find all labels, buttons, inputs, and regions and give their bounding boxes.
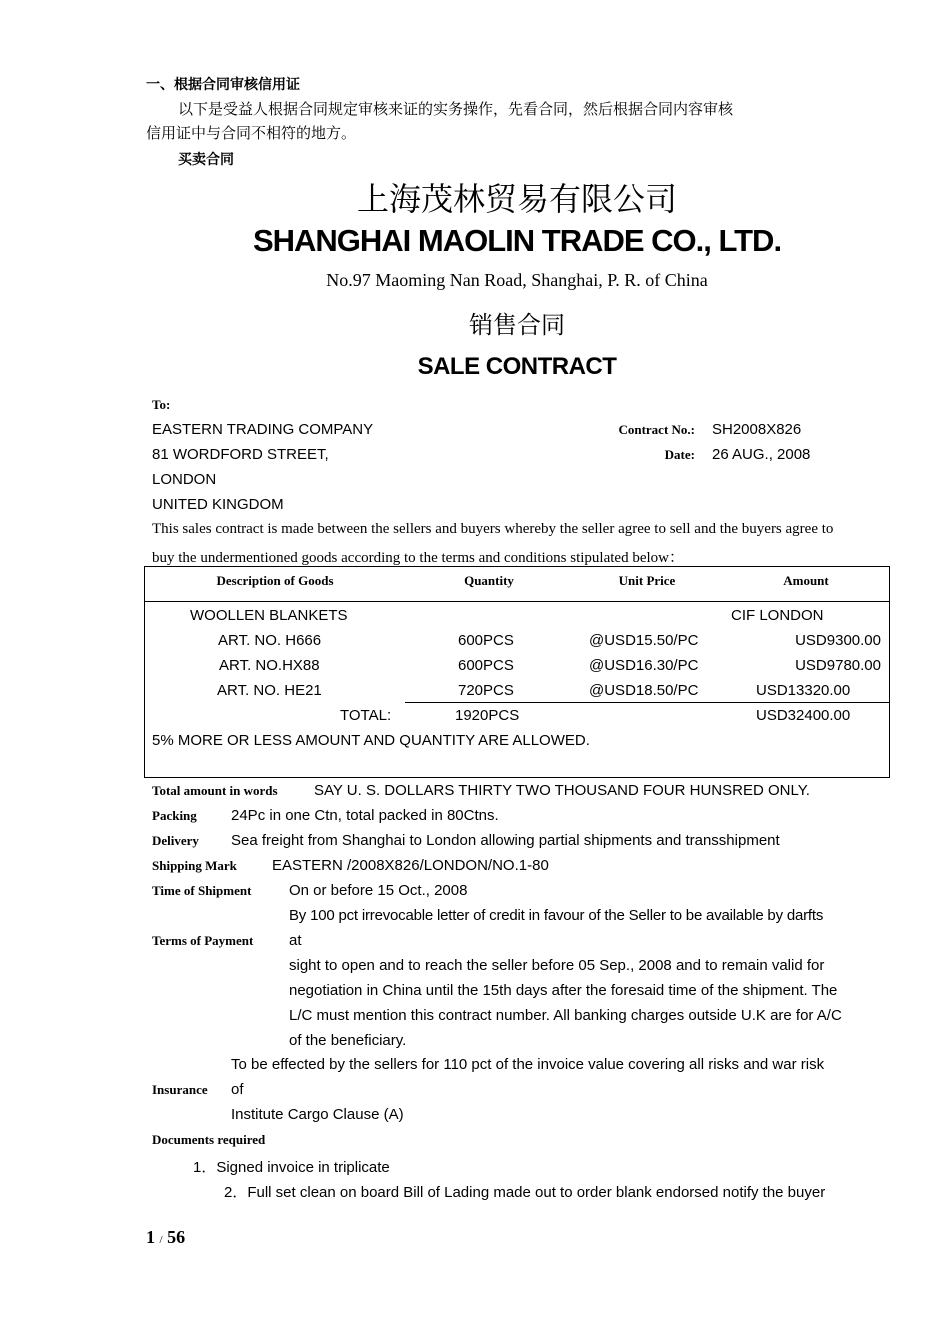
payment-line: of the beneficiary. <box>289 1032 407 1049</box>
insurance-line: To be effected by the sellers for 110 pct of the invoice value covering all risks and war risk <box>231 1056 825 1073</box>
col-header-unit-price: Unit Price <box>618 573 676 588</box>
page-total: 56 <box>167 1227 186 1247</box>
delivery-label: Delivery <box>152 833 199 848</box>
row-art: ART. NO. HE21 <box>217 682 322 699</box>
row-price: @USD18.50/PC <box>589 682 699 699</box>
insurance-line: Institute Cargo Clause (A) <box>231 1106 404 1123</box>
payment-line: negotiation in China until the 15th days after the foresaid time of the shipment. The <box>289 982 838 999</box>
page-current: 1 <box>146 1227 155 1247</box>
shipping-mark-label: Shipping Mark <box>152 858 237 873</box>
row-price: @USD15.50/PC <box>589 632 699 649</box>
payment-label: Terms of Payment <box>152 933 254 948</box>
intro-paragraph-line1: 以下是受益人根据合同规定审核来证的实务操作，先看合同，然后根据合同内容审核 <box>178 102 734 118</box>
payment-line: L/C must mention this contract number. All banking charges outside U.K are for A/C <box>289 1007 842 1024</box>
row-price: @USD16.30/PC <box>589 657 699 674</box>
contract-title-en: SALE CONTRACT <box>417 353 617 380</box>
insurance-line: of <box>231 1081 244 1098</box>
intro-heading: 一、根据合同审核信用证 <box>146 77 300 93</box>
company-name-cn: 上海茂林贸易有限公司 <box>356 180 677 218</box>
buyer-line: LONDON <box>152 471 217 488</box>
tolerance-note: 5% MORE OR LESS AMOUNT AND QUANTITY ARE ALLOWED. <box>152 732 590 749</box>
col-header-quantity: Quantity <box>464 573 514 588</box>
row-amount: USD9780.00 <box>795 657 881 674</box>
contract-no-label: Contract No.: <box>618 422 695 437</box>
document-item: 1．Signed invoice in triplicate <box>193 1159 390 1176</box>
payment-line: By 100 pct irrevocable letter of credit in favour of the Seller to be available by darfts <box>289 907 824 924</box>
packing-value: 24Pc in one Ctn, total packed in 80Ctns. <box>231 807 499 824</box>
date-value: 26 AUG., 2008 <box>712 446 811 463</box>
col-header-description: Description of Goods <box>216 573 334 588</box>
col-header-amount: Amount <box>783 573 829 588</box>
to-label: To: <box>152 397 171 412</box>
product-name: WOOLLEN BLANKETS <box>190 607 348 624</box>
row-art: ART. NO.HX88 <box>219 657 320 674</box>
time-of-shipment-value: On or before 15 Oct., 2008 <box>289 882 468 899</box>
intro-subheading: 买卖合同 <box>178 152 234 168</box>
total-quantity: 1920PCS <box>455 707 520 724</box>
total-amount: USD32400.00 <box>756 707 851 724</box>
company-address: No.97 Maoming Nan Road, Shanghai, P. R. of China <box>326 270 708 290</box>
table-header-divider <box>144 601 890 602</box>
row-qty: 600PCS <box>458 632 514 649</box>
page-separator: / <box>159 1234 163 1246</box>
row-qty: 720PCS <box>458 682 514 699</box>
document-item: 2．Full set clean on board Bill of Lading made out to order blank endorsed notify the buyer <box>224 1184 826 1201</box>
intro-paragraph-line2: 信用证中与合同不相符的地方。 <box>146 126 357 142</box>
company-name-en: SHANGHAI MAOLIN TRADE CO., LTD. <box>252 223 782 258</box>
row-amount: USD13320.00 <box>756 682 851 699</box>
row-qty: 600PCS <box>458 657 514 674</box>
row-amount: USD9300.00 <box>795 632 881 649</box>
insurance-label: Insurance <box>152 1082 208 1097</box>
payment-line: at <box>289 932 302 949</box>
time-of-shipment-label: Time of Shipment <box>152 883 252 898</box>
preamble-line2: buy the undermentioned goods according to the terms and conditions stipulated below： <box>152 550 684 566</box>
page-number <box>146 1227 185 1248</box>
preamble-line1: This sales contract is made between the sellers and buyers whereby the seller agree to sell and the buyers agree to <box>152 521 834 537</box>
contract-no-value: SH2008X826 <box>712 421 802 438</box>
payment-line: sight to open and to reach the seller before 05 Sep., 2008 and to remain valid for <box>289 957 825 974</box>
contract-title-cn: 销售合同 <box>469 311 565 339</box>
date-label: Date: <box>664 447 695 462</box>
delivery-value: Sea freight from Shanghai to London allowing partial shipments and transshipment <box>231 832 780 849</box>
table-total-divider <box>405 702 890 703</box>
shipping-mark-value: EASTERN /2008X826/LONDON/NO.1-80 <box>272 857 549 874</box>
row-art: ART. NO. H666 <box>218 632 322 649</box>
total-words-label: Total amount in words <box>152 783 278 798</box>
buyer-line: 81 WORDFORD STREET, <box>152 446 329 463</box>
total-label: TOTAL: <box>340 707 392 724</box>
total-words-value: SAY U. S. DOLLARS THIRTY TWO THOUSAND FOUR HUNSRED ONLY. <box>314 782 810 799</box>
buyer-line: EASTERN TRADING COMPANY <box>152 421 374 438</box>
packing-label: Packing <box>152 808 197 823</box>
documents-label: Documents required <box>152 1132 266 1147</box>
buyer-line: UNITED KINGDOM <box>152 496 284 513</box>
price-term: CIF LONDON <box>731 607 824 624</box>
